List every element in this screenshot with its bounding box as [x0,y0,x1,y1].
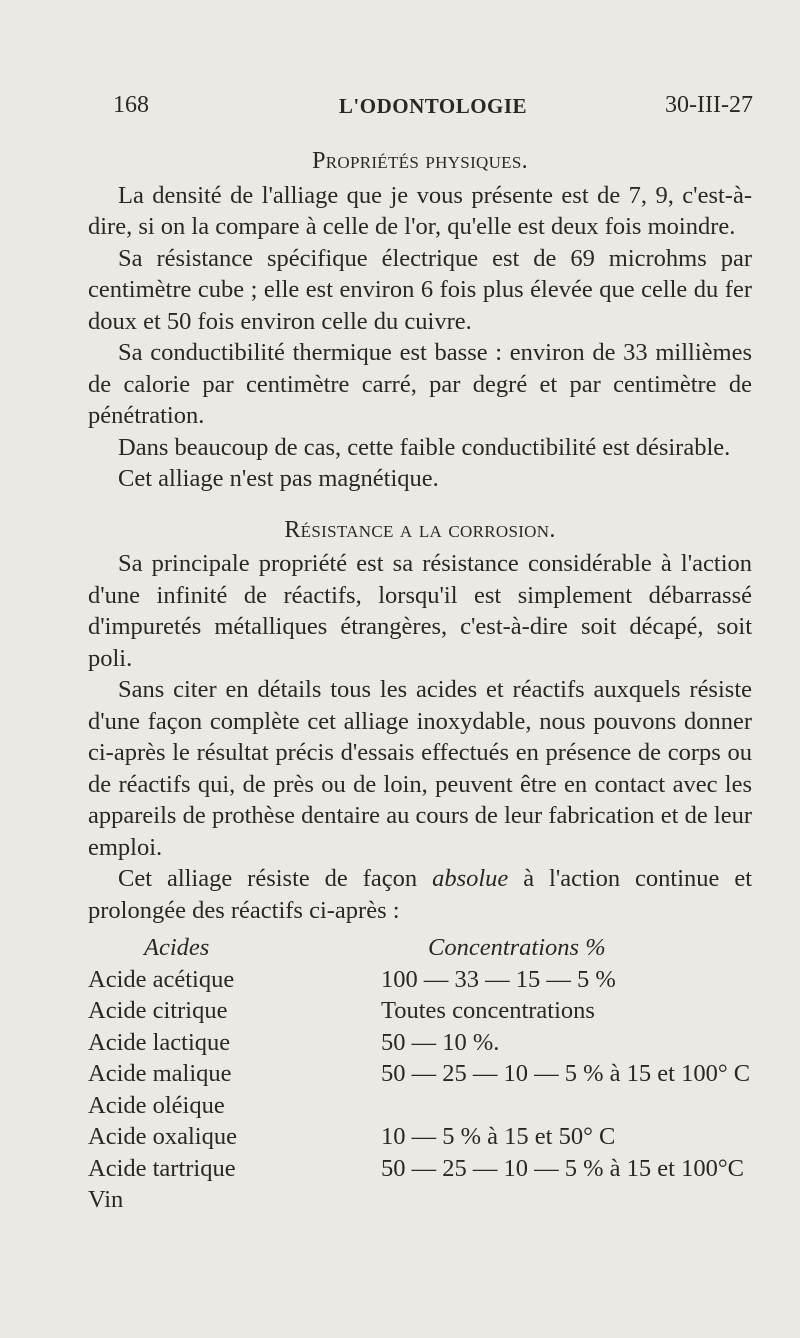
table-row: Acide citrique Toutes concentrations [88,997,595,1024]
journal-title: L'ODONTOLOGIE [338,94,528,118]
page-body [88,142,752,1216]
table-row: Acide malique 50 — 25 — 10 — 5 % à 15 et 100° C [88,1060,751,1087]
paragraph: Sa résistance spécifique électrique est de 69 microhms par centimètre cube ; elle est environ 6 fois plus élevée que celle du fer doux et 50 fois environ celle du cuivre. [88,244,752,335]
column-header-acids: Acides [144,934,210,961]
page-number: 168 [113,92,149,118]
column-header-concentrations: Concentrations % [428,934,606,961]
table-row: Acide acétique 100 — 33 — 15 — 5 % [88,965,616,993]
table-row: Acide tartrique 50 — 25 — 10 — 5 % à 15 et 100°C [88,1154,744,1182]
section-heading-physical-properties: Propriétés physiques. [312,148,528,174]
paragraph: Cet alliage n'est pas magnétique. [118,465,439,492]
paragraph: Sa principale propriété est sa résistance considérable à l'action d'une infinité de réactifs, lorsqu'il est simplement débarrassé d'impuretés métalliques étrangères, c'est-à-dire soit décapé, soit poli. [88,550,752,672]
table-row: Vin [88,1186,124,1213]
emphasis: absolue [432,865,509,892]
section-heading-corrosion-resistance: Résistance a la corrosion. [284,516,556,543]
table-header [88,932,752,964]
paragraph: Sa conductibilité thermique est basse : environ de 33 millièmes de calorie par centimètre carré, par degré et par centimètre de pénétration. [88,339,752,429]
running-head [113,92,753,122]
paragraph: Cet alliage résiste de façon absolue à l'action continue et prolongée des réactifs ci-après : [88,865,752,924]
paragraph: La densité de l'alliage que je vous présente est de 7, 9, c'est-à-dire, si on la compare à celle de l'or, qu'elle est deux fois moindre. [88,181,752,240]
table-row: Acide oxalique 10 — 5 % à 15 et 50° C [88,1123,616,1150]
paragraph: Sans citer en détails tous les acides et réactifs auxquels résiste d'une façon complète cet alliage inoxydable, nous pouvons donner ci-après le résultat précis d'essais effectués en présence de corps ou de réactifs qui, de près ou de loin, peuvent être en contact avec les appareils de prothèse dentaire au cours de leur fabrication et de leur emploi. [88,676,752,861]
issue-date: 30-III-27 [665,92,753,118]
table-row: Acide oléique [88,1091,225,1119]
acid-table [88,932,752,1216]
table-row: Acide lactique 50 — 10 %. [88,1028,500,1056]
paragraph: Dans beaucoup de cas, cette faible conductibilité est désirable. [118,433,731,461]
